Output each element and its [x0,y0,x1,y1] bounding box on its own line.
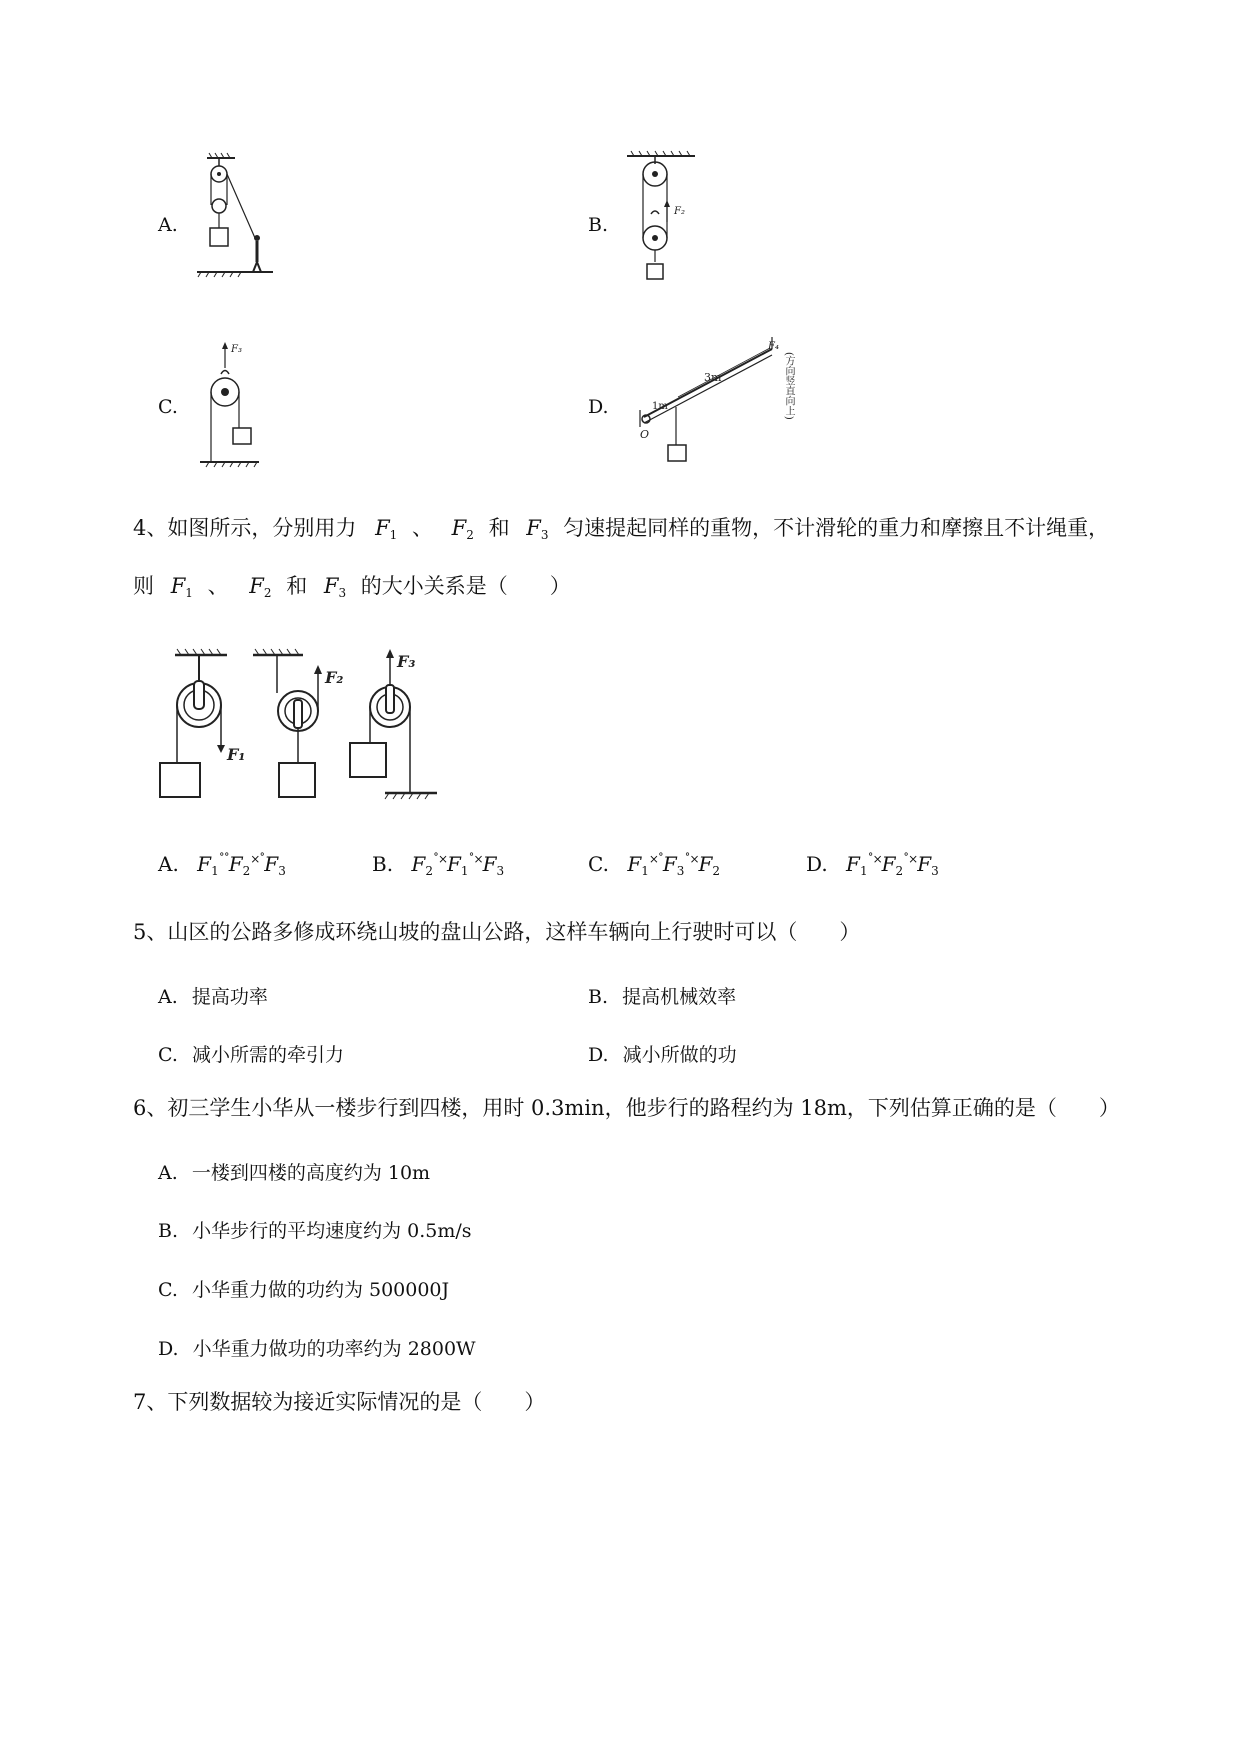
q4-number: 4、 [133,516,168,540]
q5-option-d-label: D. [588,1044,609,1066]
q4-option-b-label: B. [372,852,394,876]
q4-text-part1: 如图所示，分别用力 [167,516,357,540]
q5-option-a[interactable] [158,982,268,1009]
q4-var-f1: $F_1$ [375,516,398,542]
q6-option-b-label: B. [158,1220,179,1242]
q6-option-d[interactable] [158,1334,476,1361]
q4-option-a-rel2: ×˚ [250,852,265,866]
q5-option-d[interactable] [588,1040,737,1067]
q4-fig-label-f1: F₁ [227,745,246,764]
q4-sep2: 、 [207,574,229,598]
q3-d-short-length: 1m [652,401,668,412]
q4-option-c-term2: $F_3$ [662,852,685,878]
q4-line2-var-f1: $F_1$ [170,574,193,600]
q4-line2-suffix: 的大小关系是（ ） [360,574,571,598]
q4-var-f3: $F_3$ [526,516,549,542]
q6-stem: 6、初三学生小华从一楼步行到四楼，用时 0.3min，他步行的路程约为 18m，下列估算正确的是（ ） [133,1096,1120,1120]
q6-option-a-text: 一楼到四楼的高度约为 10m [191,1162,431,1184]
q4-text-part2: 匀速提起同样的重物，不计滑轮的重力和摩擦且不计绳重， [563,516,1110,540]
q4-stem-line2 [133,576,571,599]
q4-option-d-rel2: ˚× [903,852,918,866]
q6-option-b-text: 小华步行的平均速度约为 0.5m/s [192,1220,472,1242]
q4-option-a-term3: $F_3$ [264,852,286,878]
q4-line2-prefix: 则 [133,574,154,598]
q4-and2: 和 [286,574,308,598]
q4-var-f2: $F_2$ [451,516,474,542]
q4-line2-var-f3: $F_3$ [323,574,347,600]
q4-option-c[interactable] [588,852,720,878]
q3-option-d-label: D. [588,396,609,418]
q4-option-b[interactable] [372,852,504,878]
q4-option-c-rel2: ˚× [684,852,699,866]
q3-c-force-label: F₃ [231,344,242,355]
q4-option-d-term2: $F_2$ [881,852,904,878]
q3-option-c-label: C. [158,396,178,418]
q6-option-c-label: C. [158,1279,178,1301]
q5-option-c[interactable] [158,1040,344,1067]
q3-b-force-label: F₂ [674,206,685,217]
q3-figure-a [195,150,275,280]
q4-option-d[interactable] [806,852,939,878]
q5-option-a-text: 提高功率 [191,986,268,1008]
q4-fig-label-f2: F₂ [325,668,344,687]
q5-option-b[interactable] [588,982,736,1009]
q6-option-a-label: A. [158,1162,178,1184]
q4-line2-var-f2: $F_2$ [249,574,272,600]
q3-d-force-label: F₄ [768,341,779,352]
q3-option-a-label: A. [158,214,178,236]
q6-option-c[interactable] [158,1275,449,1302]
q4-and1: 和 [488,516,510,540]
q5-option-d-text: 减小所做的功 [622,1044,737,1066]
q6-option-c-text: 小华重力做的功约为 500000J [191,1279,450,1301]
q3-figure-b [625,150,705,285]
q4-option-c-term3: $F_2$ [698,852,721,878]
q4-option-d-term3: $F_3$ [917,852,939,878]
q4-option-c-label: C. [588,852,609,876]
q4-option-d-term1: $F_1$ [846,852,868,878]
q4-option-b-rel1: ˚× [432,852,448,866]
q5-option-b-label: B. [588,986,609,1008]
q4-option-b-term1: $F_2$ [411,852,433,878]
q4-fig-label-f3: F₃ [397,652,416,671]
q4-option-a[interactable] [158,852,286,878]
q4-option-d-label: D. [806,852,828,876]
q4-option-b-term3: $F_3$ [482,852,505,878]
q6-option-d-label: D. [158,1338,179,1360]
q4-option-b-term2: $F_1$ [447,852,469,878]
q3-d-direction-note: (方向竖直向上) [783,352,794,420]
q3-d-long-length: 3m [704,371,722,384]
q4-figure-pulleys [155,645,440,805]
q4-option-a-term1: $F_1$ [197,852,219,878]
q4-option-d-rel1: ˚× [867,852,882,866]
q5-option-c-label: C. [158,1044,178,1066]
q3-figure-c [195,340,270,475]
q4-option-c-rel1: ×˚ [648,852,663,866]
q4-option-b-rel2: ˚× [468,852,483,866]
q4-sep1: 、 [411,516,433,540]
q4-option-a-rel1: ˚˚ [218,852,229,866]
q6-option-b[interactable] [158,1216,472,1243]
q3-d-pivot-label: O [640,428,650,441]
q4-stem-line1 [133,518,1109,541]
q6-option-d-text: 小华重力做功的功率约为 2800W [192,1338,476,1360]
q5-option-b-text: 提高机械效率 [622,986,737,1008]
q3-option-b-label: B. [588,214,609,236]
q4-option-a-label: A. [158,852,179,876]
q6-option-a[interactable] [158,1158,430,1185]
q5-stem: 5、山区的公路多修成环绕山坡的盘山公路，这样车辆向上行驶时可以（ ） [133,920,861,944]
q5-option-c-text: 减小所需的牵引力 [191,1044,344,1066]
q7-stem: 7、下列数据较为接近实际情况的是（ ） [133,1390,546,1414]
q5-option-a-label: A. [158,986,178,1008]
q4-option-c-term1: $F_1$ [627,852,649,878]
q4-option-a-term2: $F_2$ [228,852,251,878]
